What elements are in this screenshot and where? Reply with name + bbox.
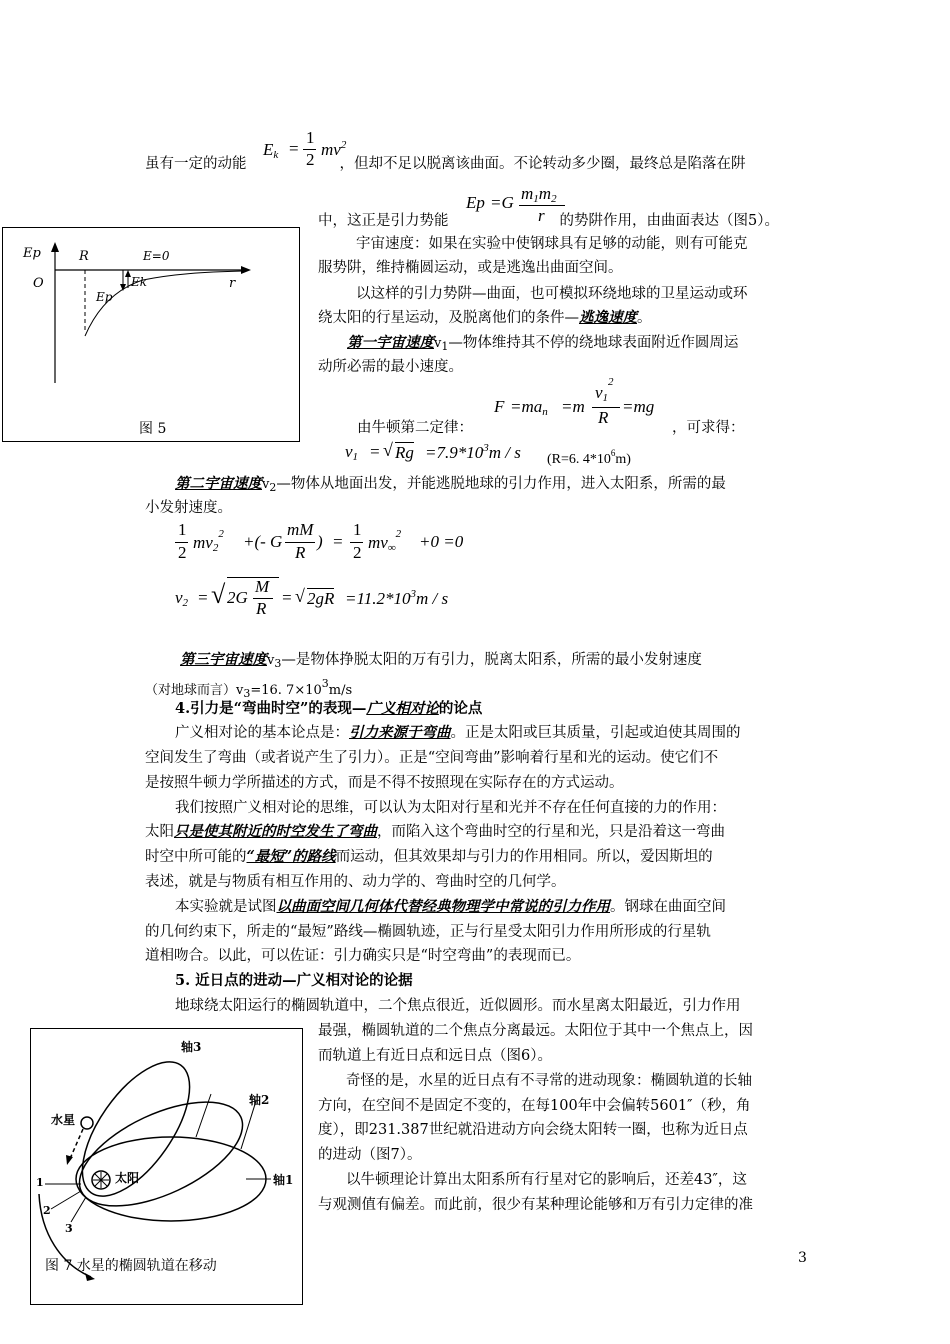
second-cosmic-term: 第二宇宙速度 bbox=[175, 475, 262, 492]
fig7-orbit-1-label: 1 bbox=[36, 1176, 44, 1189]
v2-value: $=11.2*10^3m / s$ bbox=[345, 588, 449, 608]
para3-line2: 绕太阳的行星运动，及脱离他们的条件—逃逸速度。 bbox=[318, 309, 652, 326]
eq-mid1: +(- G bbox=[243, 532, 283, 551]
first-cosmic-term: 第一宇宙速度 bbox=[347, 334, 434, 351]
ep-den: r bbox=[538, 206, 545, 225]
para8-line1: 奇怪的是，水星的近日点有不寻常的进动现象：椭圆轨道的长轴 bbox=[346, 1073, 752, 1089]
fig7-caption: 图 7 水星的椭圆轨道在移动 bbox=[45, 1258, 217, 1274]
second-cosmic-line2: 小发射速度。 bbox=[145, 500, 232, 516]
para2-line2: 服势阱，维持椭圆运动，或是逃逸出曲面空间。 bbox=[318, 260, 623, 276]
newton-formula bbox=[494, 376, 674, 432]
para2-line1: 宇宙速度：如果在实验中使钢球具有足够的动能，则有可能克 bbox=[356, 236, 748, 252]
newton-ma: $=ma_n$ bbox=[510, 397, 548, 418]
para7-line1: 地球绕太阳运行的椭圆轨道中，二个焦点很近，近似圆形。而水星离太阳最近，引力作用 bbox=[175, 998, 741, 1014]
ek-rest: $mv^2$ bbox=[321, 139, 347, 159]
figure-5 bbox=[2, 227, 300, 442]
para7-line2: 最强，椭圆轨道的二个焦点分离最远。太阳位于其中一个焦点上，因 bbox=[318, 1023, 753, 1039]
eq-d2: R bbox=[295, 543, 306, 562]
newton-eq2: =m bbox=[561, 397, 585, 416]
page-number: 3 bbox=[798, 1250, 807, 1266]
eq-t1: $mv_2^2$ bbox=[193, 528, 224, 554]
para5-line3: 时空中所可能的“最短”的路线而运动，但其效果却与引力的作用相同。所以，爱因斯坦的 bbox=[145, 848, 713, 865]
eq-d1: 2 bbox=[178, 543, 187, 562]
eq-n2: mM bbox=[287, 520, 314, 539]
figure-7 bbox=[30, 1028, 303, 1305]
para5-line2: 太阳只是使其附近的时空发生了弯曲，而陷入这个弯曲时空的行星和光，只是沿着这一弯曲 bbox=[145, 823, 725, 840]
eq-t3: $mv_\infty^2$ bbox=[368, 528, 402, 554]
ep-lhs: Ep bbox=[466, 193, 485, 212]
third-cosmic-line1: 第三宇宙速度$v_3—$是物体挣脱太阳的万有引力，脱离太阳系，所需的最小发射速度 bbox=[180, 651, 702, 670]
eq-n3: 1 bbox=[353, 520, 362, 539]
fig5-caption: 图 5 bbox=[139, 421, 167, 437]
v2-eq: = bbox=[197, 588, 209, 607]
para8-line3: 度），即231.387世纪就沿进动方向会绕太阳转一圈，也称为近日点 bbox=[318, 1122, 748, 1138]
para8-line4: 的进动（图7）。 bbox=[318, 1147, 422, 1163]
para1-line2: 中，这正是引力势能 的势阱作用，由曲面表达（图5）。 bbox=[318, 213, 779, 229]
section5-title: 5. 近日点的进动—广义相对论的论据 bbox=[175, 972, 413, 989]
v1-lhs: $v_1$ bbox=[345, 442, 359, 463]
first-cosmic-line2: 动所必需的最小速度。 bbox=[318, 359, 463, 375]
fig7-axis2-label: 轴2 bbox=[249, 1093, 270, 1107]
para1-line1: 虽有一定的动能 ，但却不足以脱离该曲面。不论转动多少圈，最终总是陷落在阱 bbox=[145, 156, 746, 172]
ep-num: $m_1m_2$ bbox=[521, 184, 557, 205]
eq-d3: 2 bbox=[353, 543, 362, 562]
newton-f: F bbox=[494, 397, 505, 416]
v2-formula bbox=[175, 574, 495, 626]
newton-suffix: ，可求得： bbox=[672, 420, 745, 436]
second-cosmic-line1: 第二宇宙速度$v_2—$物体从地面出发，并能逃脱地球的引力作用，进入太阳系，所需的最 bbox=[175, 475, 726, 494]
para6-line2: 的几何约束下，所走的“最短”路线—椭圆轨迹，正与行星受太阳引力作用所形成的行星轨 bbox=[145, 924, 711, 940]
para4-line2: 空间发生了弯曲（或者说产生了引力）。正是“空间弯曲”影响着行星和光的运动。使它们不 bbox=[145, 750, 719, 766]
v2-radical-bar bbox=[227, 577, 279, 578]
v2-num: M bbox=[255, 577, 270, 596]
eq-eq: = bbox=[332, 532, 344, 551]
v1-radicand: Rg bbox=[395, 443, 414, 462]
v1-radical: √ bbox=[383, 440, 393, 460]
eq-end: +0 =0 bbox=[419, 532, 464, 551]
para3-line1: 以这样的引力势阱—曲面，也可模拟环绕地球的卫星运动或环 bbox=[356, 286, 748, 302]
v2-radical2: √ bbox=[295, 586, 305, 606]
v2-den: R bbox=[256, 599, 267, 618]
fig5-ep-curve-label: Ep bbox=[96, 290, 113, 304]
para5-line4: 表述，就是与物质有相互作用的、动力学的、弯曲时空的几何学。 bbox=[145, 874, 566, 890]
fig7-axis3-label: 轴3 bbox=[181, 1040, 202, 1054]
para9-line1: 以牛顿理论计算出太阳系所有行星对它的影响后，还差43″，这 bbox=[346, 1172, 747, 1188]
fig5-origin-label: O bbox=[33, 276, 44, 291]
v2-radical: √ bbox=[211, 580, 226, 609]
fig7-orbit-3-label: 3 bbox=[65, 1222, 73, 1235]
section4-title: 4.引力是“弯曲时空”的表现—广义相对论的论点 bbox=[175, 700, 483, 717]
newton-prefix: 由牛顿第二定律： bbox=[357, 420, 473, 436]
para4-line3: 是按照牛顿力学所描述的方式，而是不得不按照现在实际存在的方式运动。 bbox=[145, 775, 624, 791]
newton-r: R bbox=[598, 408, 609, 427]
v2-radicand2: 2gR bbox=[307, 589, 335, 608]
para4-line1: 广义相对论的基本论点是：引力来源于弯曲。正是太阳或巨其质量，引起或迫使其周围的 bbox=[175, 724, 741, 741]
third-cosmic-line2: （对地球而言）$v_3=16$. $7\times 10^3m/s$ bbox=[145, 677, 353, 700]
third-cosmic-term: 第三宇宙速度 bbox=[180, 651, 267, 668]
fig5-r-label: R bbox=[79, 249, 89, 264]
v1-note: (R=6. $4*10^6m$) bbox=[547, 448, 631, 467]
ep-eq: =G bbox=[490, 193, 514, 212]
ek-den: 2 bbox=[306, 150, 315, 169]
fig5-r-axis-label: r bbox=[229, 276, 236, 291]
escape-velocity-term: 逃逸速度 bbox=[579, 309, 637, 326]
fig5-ep-label: Ep bbox=[23, 246, 41, 261]
energy-equation bbox=[175, 520, 495, 570]
fig7-sun-label: 太阳 bbox=[115, 1171, 140, 1185]
fig7-orbit-2-label: 2 bbox=[43, 1204, 51, 1217]
ek-lhs: $E_k$ bbox=[263, 140, 279, 161]
v2-rad-pre: 2G bbox=[227, 588, 248, 607]
fig7-mercury-label: 水星 bbox=[51, 1113, 76, 1127]
v2-lhs: $v_2$ bbox=[175, 588, 189, 609]
eq-n1: 1 bbox=[178, 520, 187, 539]
ek-num: 1 bbox=[306, 128, 315, 147]
para6-line1: 本实验就是试图以曲面空间几何体代替经典物理学中常说的引力作用。钢球在曲面空间 bbox=[175, 898, 726, 915]
para5-line1: 我们按照广义相对论的思维，可以认为太阳对行星和光并不存在任何直接的力的作用： bbox=[175, 800, 726, 816]
newton-mg: =mg bbox=[622, 397, 655, 416]
fig5-e0-label: E=0 bbox=[143, 249, 170, 263]
fig5-ek-label: Ek bbox=[131, 275, 148, 289]
para7-line3: 而轨道上有近日点和远日点（图6）。 bbox=[318, 1048, 552, 1064]
fig7-axis1-label: 轴1 bbox=[273, 1173, 294, 1187]
newton-v: $v_1^2$ bbox=[595, 376, 614, 404]
para9-line2: 与观测值有偏差。而此前，很少有某种理论能够和万有引力定律的准 bbox=[318, 1197, 753, 1213]
v1-formula bbox=[345, 438, 665, 468]
para8-line2: 方向，在空间不是固定不变的，在每100年中会偏转5601″（秒，角 bbox=[318, 1098, 751, 1114]
v1-eq: = bbox=[369, 442, 381, 461]
v1-value: $=7.9*10^3m / s$ bbox=[425, 442, 521, 462]
first-cosmic-line1: 第一宇宙速度$v_1—$物体维持其不停的绕地球表面附近作圆周运 bbox=[347, 334, 739, 353]
ek-eq: = bbox=[289, 139, 299, 158]
eq-mid2: ) bbox=[317, 532, 323, 551]
v2-eq2: = bbox=[281, 588, 293, 607]
para6-line3: 道相吻合。以此，可以佐证：引力确实只是“时空弯曲”的表现而已。 bbox=[145, 948, 581, 964]
